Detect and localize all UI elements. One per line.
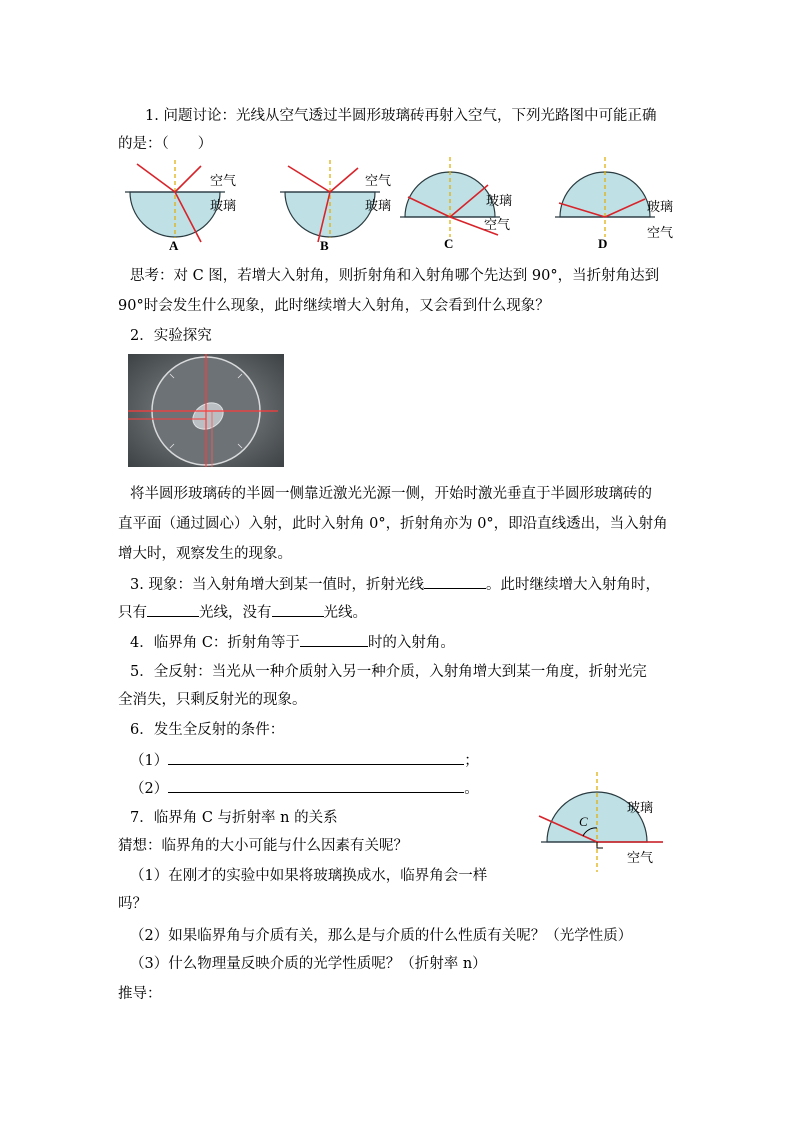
label-top: 空气 [365,174,392,189]
q7-guess: 猜想：临界角的大小可能与什么因素有关呢？ [118,838,408,854]
q7-sub1-line2: 吗？ [118,896,147,912]
q3-line2 [118,602,367,623]
q7-derive: 推导： [118,986,162,1002]
figure-letter: B [320,238,329,252]
answer-blank [147,602,199,617]
q3-line1 [130,574,660,595]
label-top: 玻璃 [486,194,513,209]
think-line1: 思考：对 C 图，若增大入射角，则折射角和入射角哪个先达到 90°，当折射角达到 [130,268,660,284]
q5-line2: 全消失，只剩反射光的现象。 [118,692,307,708]
figure-b [280,160,415,252]
q3-text: 光线，没有 [199,605,272,621]
label-air: 空气 [627,851,654,866]
answer-blank [168,778,464,793]
q3-text: 。此时继续增大入射角时， [485,577,660,593]
q6-item1 [130,750,479,771]
q4-text: 时的入射角。 [367,635,455,651]
q6-item2 [130,778,479,799]
q1-line2: 的是：（ ） [118,136,213,152]
q7-sub1-line1: （1）在刚才的实验中如果将玻璃换成水，临界角会一样 [130,868,488,884]
figure-c [400,155,535,252]
figure-a [125,160,260,252]
think-line2: 90°时会发生什么现象，此时继续增大入射角，又会看到什么现象？ [118,298,550,314]
label-bottom: 空气 [484,218,511,233]
figure-letter: A [169,238,179,252]
q6-title: 6．发生全反射的条件： [130,722,285,738]
q6-item-end: 。 [464,781,479,797]
q3-text: 3. 现象：当入射角增大到某一值时，折射光线 [130,577,424,593]
angle-label-c: C [579,814,588,829]
critical-angle-figure [535,772,700,872]
label-bottom: 玻璃 [365,199,392,214]
label-glass: 玻璃 [627,801,654,816]
label-top: 玻璃 [647,200,674,215]
figure-letter: C [444,236,454,251]
q2-title: 2．实验探究 [130,328,212,344]
q4-text: 4．临界角 C：折射角等于 [130,635,300,651]
q7-sub3: （3）什么物理量反映介质的光学性质呢？（折射率 n） [130,956,487,972]
answer-blank [300,632,368,647]
answer-blank [168,750,464,765]
label-top: 空气 [210,174,237,189]
experiment-line2: 直平面（通过圆心）入射，此时入射角 0°，折射角亦为 0°，即沿直线透出，当入射角 [118,516,668,532]
figure-letter: D [598,236,608,251]
q1-line1: 1. 问题讨论：光线从空气透过半圆形玻璃砖再射入空气，下列光路图中可能正确 [145,108,657,124]
q5-line1: 5．全反射：当光从一种介质射入另一种介质，入射角增大到某一角度，折射光完 [130,664,647,680]
q6-item-end: ； [464,753,479,769]
figure-d [555,155,690,252]
incident-ray [137,164,175,192]
q7-sub2: （2）如果临界角与介质有关，那么是与介质的什么性质有关呢？（光学性质） [130,928,633,944]
experiment-line3: 增大时，观察发生的现象。 [118,546,292,562]
reflected-ray [330,168,358,192]
q3-text: 光线。 [323,605,367,621]
q4-line [130,632,455,653]
answer-blank [424,574,486,589]
experiment-line1: 将半圆形玻璃砖的半圆一侧靠近激光光源一侧，开始时激光垂直于半圆形玻璃砖的 [130,486,652,502]
right-angle-mark [597,842,603,848]
incident-ray [288,166,330,192]
q7-title: 7．临界角 C 与折射率 n 的关系 [130,810,338,826]
reflected-ray [175,166,201,192]
label-bottom: 空气 [647,226,674,241]
experiment-photo [128,354,284,467]
answer-blank [272,602,324,617]
label-bottom: 玻璃 [210,199,237,214]
q3-text: 只有 [118,605,147,621]
q6-item-label: （2） [130,781,169,797]
q6-item-label: （1） [130,753,169,769]
